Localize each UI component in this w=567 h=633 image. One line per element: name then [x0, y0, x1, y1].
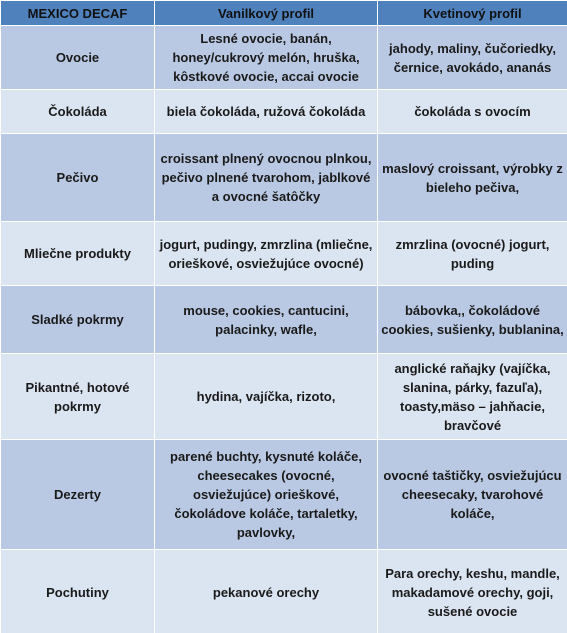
row-category: Pikantné, hotové pokrmy — [1, 354, 155, 440]
row-vanilla: hydina, vajíčka, rizoto, — [155, 354, 378, 440]
row-vanilla: mouse, cookies, cantucini, palacinky, wafle, — [155, 286, 378, 354]
row-floral: maslový croissant, výrobky z bieleho pečiva, — [378, 134, 567, 222]
table-row — [1, 26, 567, 90]
row-category: Čokoláda — [1, 90, 155, 134]
row-floral: čokoláda s ovocím — [378, 90, 567, 134]
row-category: Pečivo — [1, 134, 155, 222]
table-row — [1, 222, 567, 286]
row-floral: jahody, maliny, čučoriedky, černice, avokádo, ananás — [378, 26, 567, 90]
row-vanilla: pekanové orechy — [155, 550, 378, 633]
header-row — [1, 1, 567, 26]
row-floral: bábovka,, čokoládové cookies, sušienky, bublanina, — [378, 286, 567, 354]
row-floral: ovocné taštičky, osviežujúcu cheesecaky, tvarohové koláče, — [378, 440, 567, 550]
header-floral-profile: Kvetinový profil — [378, 1, 567, 26]
header-category: MEXICO DECAF — [1, 1, 155, 26]
header-vanilla-profile: Vanilkový profil — [155, 1, 378, 26]
table-row — [1, 550, 567, 633]
row-category: Pochutiny — [1, 550, 155, 633]
row-category: Sladké pokrmy — [1, 286, 155, 354]
row-floral: Para orechy, keshu, mandle, makadamové orechy, goji, sušené ovocie — [378, 550, 567, 633]
row-vanilla: croissant plnený ovocnou plnkou, pečivo plnené tvarohom, jablkové a ovocné šatôčky — [155, 134, 378, 222]
row-category: Dezerty — [1, 440, 155, 550]
row-vanilla: Lesné ovocie, banán, honey/cukrový melón, hruška, kôstkové ovocie, accai ovocie — [155, 26, 378, 90]
table-row — [1, 90, 567, 134]
table-row — [1, 134, 567, 222]
table-row — [1, 354, 567, 440]
table-row — [1, 286, 567, 354]
row-category: Ovocie — [1, 26, 155, 90]
row-floral: anglické raňajky (vajíčka, slanina, párky, fazuľa), toasty,mäso – jahňacie, bravčové — [378, 354, 567, 440]
row-category: Mliečne produkty — [1, 222, 155, 286]
table-row — [1, 440, 567, 550]
row-floral: zmrzlina (ovocné) jogurt, puding — [378, 222, 567, 286]
row-vanilla: biela čokoláda, ružová čokoláda — [155, 90, 378, 134]
row-vanilla: jogurt, pudingy, zmrzlina (mliečne, orieškové, osviežujúce ovocné) — [155, 222, 378, 286]
row-vanilla: parené buchty, kysnuté koláče, cheesecakes (ovocné, osviežujúce) orieškové, čokoládove koláče, tartaletky, pavlovky, — [155, 440, 378, 550]
